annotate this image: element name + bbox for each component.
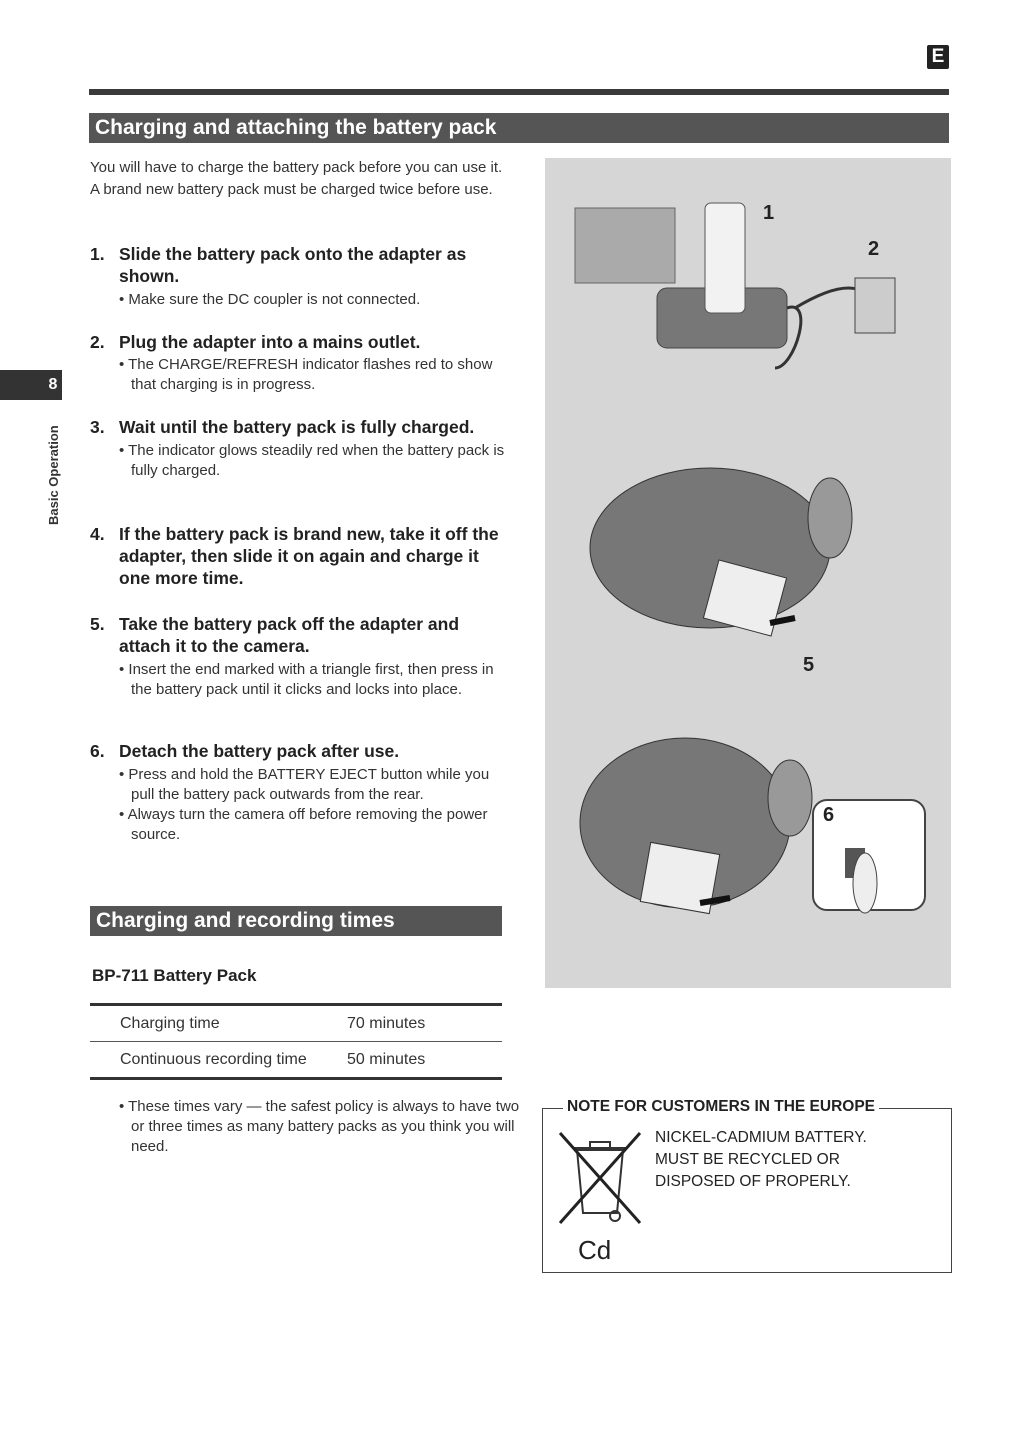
callout-2: 2 — [868, 238, 880, 260]
recycle-note-text: NICKEL-CADMIUM BATTERY. MUST BE RECYCLED OR DISPOSED OF PROPERLY. — [655, 1129, 867, 1190]
lens-icon — [768, 760, 812, 836]
times-note: • These times vary — the safest policy is always to have two or three times as many battery packs as you think you will need. — [119, 1098, 520, 1155]
table-row: Charging time 70 minutes — [120, 1014, 426, 1032]
callout-6: 6 — [823, 804, 835, 826]
chapter-label: Basic Operation — [46, 425, 61, 525]
times-table — [90, 1003, 502, 1080]
step-title: Detach the battery pack after use. — [119, 741, 400, 761]
step-bullet: • The CHARGE/REFRESH indicator flashes red to show that charging is in progress. — [119, 356, 493, 393]
step-4: 4. If the battery pack is brand new, take it off the adapter, then slide it on again and charge it one more time. — [90, 523, 510, 589]
intro-text: You will have to charge the battery pack before you can use it. A brand new battery pack must be charged twice before use. — [90, 159, 503, 198]
table-row: Continuous recording time 50 minutes — [120, 1050, 426, 1068]
step-title: Slide the battery pack onto the adapter as shown. — [119, 244, 467, 286]
battery-illustration — [545, 158, 951, 988]
step-3: 3. Wait until the battery pack is fully charged. • The indicator glows steadily red when the battery pack is fully charged. — [90, 416, 510, 481]
language-badge: E — [927, 45, 949, 69]
step-title: Plug the adapter into a mains outlet. — [119, 332, 421, 352]
finger-icon — [853, 853, 877, 913]
detail-inset — [575, 208, 675, 283]
step-title: If the battery pack is brand new, take it off the adapter, then slide it on again and charge it one more time. — [119, 524, 499, 588]
cadmium-symbol: Cd — [578, 1235, 612, 1265]
crossed-bin-icon — [555, 1128, 645, 1228]
illustration-panel — [545, 158, 951, 988]
lens-icon — [808, 478, 852, 558]
callout-1: 1 — [763, 202, 775, 224]
step-title: Take the battery pack off the adapter and attach it to the camera. — [119, 614, 460, 656]
callout-5: 5 — [803, 654, 815, 676]
step-bullet: • Make sure the DC coupler is not connected. — [119, 291, 421, 308]
recycle-note-title: NOTE FOR CUSTOMERS IN THE EUROPE — [563, 1098, 879, 1116]
section-heading-charging: Charging and attaching the battery pack — [89, 113, 949, 143]
step-bullet: • Always turn the camera off before removing the power source. — [119, 806, 488, 843]
section-heading-times: Charging and recording times — [90, 906, 502, 936]
step-5: 5. Take the battery pack off the adapter and attach it to the camera. • Insert the end marked with a triangle first, then press in the battery pack until it clicks and locks into place. — [90, 613, 510, 700]
battery-model-heading: BP-711 Battery Pack — [92, 966, 257, 985]
step-title: Wait until the battery pack is fully charged. — [119, 417, 475, 437]
step-bullet: • The indicator glows steadily red when the battery pack is fully charged. — [119, 442, 505, 479]
step-bullet: • Press and hold the BATTERY EJECT button while you pull the battery pack outwards from the rear. — [119, 766, 490, 803]
chapter-number: 8 — [48, 376, 58, 393]
top-rule — [89, 89, 949, 95]
battery-pack-icon — [705, 203, 745, 313]
step-6: 6. Detach the battery pack after use. • Press and hold the BATTERY EJECT button while you pull the battery pack outwards from the rear. • Always turn the camera off before removing the power source. — [90, 740, 510, 845]
step-1: 1. Slide the battery pack onto the adapter as shown. • Make sure the DC coupler is not connected. — [90, 243, 510, 310]
step-2: 2. Plug the adapter into a mains outlet. • The CHARGE/REFRESH indicator flashes red to show that charging is in progress. — [90, 331, 510, 395]
step-bullet: • Insert the end marked with a triangle first, then press in the battery pack until it clicks and locks into place. — [119, 661, 494, 698]
wall-outlet-icon — [855, 278, 895, 333]
